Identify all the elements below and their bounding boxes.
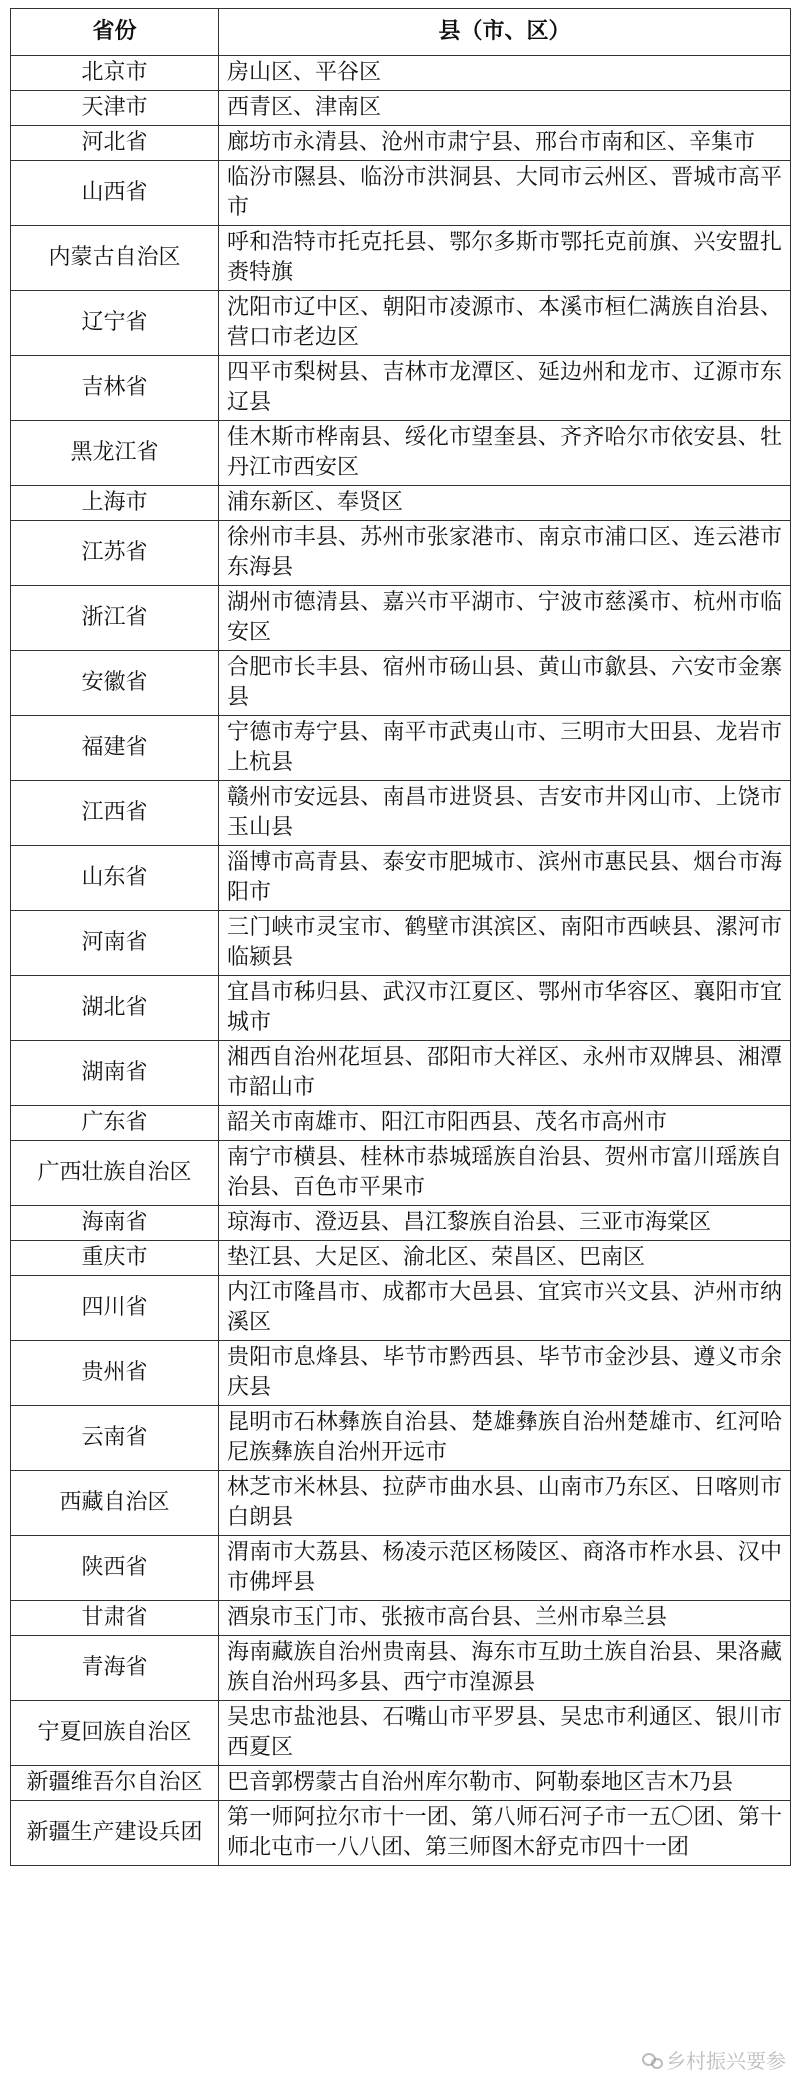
county-cell: 徐州市丰县、苏州市张家港市、南京市浦口区、连云港市东海县 bbox=[219, 521, 791, 586]
province-cell: 河北省 bbox=[11, 126, 219, 161]
table-row bbox=[11, 1701, 791, 1766]
province-cell: 上海市 bbox=[11, 486, 219, 521]
province-cell: 福建省 bbox=[11, 716, 219, 781]
wechat-icon bbox=[642, 2050, 662, 2070]
document bbox=[10, 8, 790, 1866]
table-row bbox=[11, 1106, 791, 1141]
watermark-text: 乡村振兴要参 bbox=[666, 2049, 786, 2073]
province-cell: 江苏省 bbox=[11, 521, 219, 586]
table-row bbox=[11, 1801, 791, 1866]
table-row bbox=[11, 126, 791, 161]
county-cell: 呼和浩特市托克托县、鄂尔多斯市鄂托克前旗、兴安盟扎赉特旗 bbox=[219, 226, 791, 291]
county-cell: 宁德市寿宁县、南平市武夷山市、三明市大田县、龙岩市上杭县 bbox=[219, 716, 791, 781]
county-cell: 酒泉市玉门市、张掖市高台县、兰州市皋兰县 bbox=[219, 1601, 791, 1636]
county-cell: 南宁市横县、桂林市恭城瑶族自治县、贺州市富川瑶族自治县、百色市平果市 bbox=[219, 1141, 791, 1206]
table-row bbox=[11, 1636, 791, 1701]
watermark bbox=[642, 2045, 786, 2074]
county-cell: 渭南市大荔县、杨凌示范区杨陵区、商洛市柞水县、汉中市佛坪县 bbox=[219, 1536, 791, 1601]
header-county: 县（市、区） bbox=[219, 9, 791, 56]
table-row bbox=[11, 716, 791, 781]
province-cell: 吉林省 bbox=[11, 356, 219, 421]
county-cell: 佳木斯市桦南县、绥化市望奎县、齐齐哈尔市依安县、牡丹江市西安区 bbox=[219, 421, 791, 486]
county-cell: 淄博市高青县、泰安市肥城市、滨州市惠民县、烟台市海阳市 bbox=[219, 846, 791, 911]
table-row bbox=[11, 291, 791, 356]
county-cell: 宜昌市秭归县、武汉市江夏区、鄂州市华容区、襄阳市宜城市 bbox=[219, 976, 791, 1041]
county-cell: 昆明市石林彝族自治县、楚雄彝族自治州楚雄市、红河哈尼族彝族自治州开远市 bbox=[219, 1406, 791, 1471]
county-cell: 临汾市隰县、临汾市洪洞县、大同市云州区、晋城市高平市 bbox=[219, 161, 791, 226]
province-cell: 黑龙江省 bbox=[11, 421, 219, 486]
table-row bbox=[11, 421, 791, 486]
county-list-table bbox=[10, 8, 791, 1866]
table-row bbox=[11, 1041, 791, 1106]
province-cell: 广东省 bbox=[11, 1106, 219, 1141]
province-cell: 北京市 bbox=[11, 56, 219, 91]
table-row bbox=[11, 1206, 791, 1241]
table-row bbox=[11, 781, 791, 846]
table-row bbox=[11, 1406, 791, 1471]
county-cell: 四平市梨树县、吉林市龙潭区、延边州和龙市、辽源市东辽县 bbox=[219, 356, 791, 421]
province-cell: 甘肃省 bbox=[11, 1601, 219, 1636]
table-row bbox=[11, 911, 791, 976]
province-cell: 内蒙古自治区 bbox=[11, 226, 219, 291]
province-cell: 陕西省 bbox=[11, 1536, 219, 1601]
table-row bbox=[11, 1276, 791, 1341]
table-row bbox=[11, 226, 791, 291]
county-cell: 合肥市长丰县、宿州市砀山县、黄山市歙县、六安市金寨县 bbox=[219, 651, 791, 716]
table-header-row bbox=[11, 9, 791, 56]
county-cell: 三门峡市灵宝市、鹤壁市淇滨区、南阳市西峡县、漯河市临颍县 bbox=[219, 911, 791, 976]
county-cell: 房山区、平谷区 bbox=[219, 56, 791, 91]
province-cell: 浙江省 bbox=[11, 586, 219, 651]
county-cell: 廊坊市永清县、沧州市肃宁县、邢台市南和区、辛集市 bbox=[219, 126, 791, 161]
province-cell: 河南省 bbox=[11, 911, 219, 976]
province-cell: 海南省 bbox=[11, 1206, 219, 1241]
table-row bbox=[11, 1471, 791, 1536]
county-cell: 湘西自治州花垣县、邵阳市大祥区、永州市双牌县、湘潭市韶山市 bbox=[219, 1041, 791, 1106]
province-cell: 新疆生产建设兵团 bbox=[11, 1801, 219, 1866]
table-row bbox=[11, 486, 791, 521]
table-row bbox=[11, 56, 791, 91]
table-row bbox=[11, 91, 791, 126]
county-cell: 吴忠市盐池县、石嘴山市平罗县、吴忠市利通区、银川市西夏区 bbox=[219, 1701, 791, 1766]
county-cell: 西青区、津南区 bbox=[219, 91, 791, 126]
table-row bbox=[11, 976, 791, 1041]
province-cell: 广西壮族自治区 bbox=[11, 1141, 219, 1206]
table-row bbox=[11, 651, 791, 716]
county-cell: 浦东新区、奉贤区 bbox=[219, 486, 791, 521]
table-body bbox=[11, 56, 791, 1866]
province-cell: 云南省 bbox=[11, 1406, 219, 1471]
table-row bbox=[11, 846, 791, 911]
province-cell: 天津市 bbox=[11, 91, 219, 126]
county-cell: 垫江县、大足区、渝北区、荣昌区、巴南区 bbox=[219, 1241, 791, 1276]
county-cell: 海南藏族自治州贵南县、海东市互助土族自治县、果洛藏族自治州玛多县、西宁市湟源县 bbox=[219, 1636, 791, 1701]
county-cell: 林芝市米林县、拉萨市曲水县、山南市乃东区、日喀则市白朗县 bbox=[219, 1471, 791, 1536]
province-cell: 江西省 bbox=[11, 781, 219, 846]
province-cell: 安徽省 bbox=[11, 651, 219, 716]
province-cell: 湖南省 bbox=[11, 1041, 219, 1106]
county-cell: 湖州市德清县、嘉兴市平湖市、宁波市慈溪市、杭州市临安区 bbox=[219, 586, 791, 651]
county-cell: 第一师阿拉尔市十一团、第八师石河子市一五〇团、第十师北屯市一八八团、第三师图木舒克市四十一团 bbox=[219, 1801, 791, 1866]
province-cell: 贵州省 bbox=[11, 1341, 219, 1406]
table-row bbox=[11, 1141, 791, 1206]
province-cell: 青海省 bbox=[11, 1636, 219, 1701]
county-cell: 赣州市安远县、南昌市进贤县、吉安市井冈山市、上饶市玉山县 bbox=[219, 781, 791, 846]
county-cell: 琼海市、澄迈县、昌江黎族自治县、三亚市海棠区 bbox=[219, 1206, 791, 1241]
table-row bbox=[11, 1341, 791, 1406]
province-cell: 山西省 bbox=[11, 161, 219, 226]
table-row bbox=[11, 356, 791, 421]
county-cell: 巴音郭楞蒙古自治州库尔勒市、阿勒泰地区吉木乃县 bbox=[219, 1766, 791, 1801]
county-cell: 内江市隆昌市、成都市大邑县、宜宾市兴文县、泸州市纳溪区 bbox=[219, 1276, 791, 1341]
province-cell: 山东省 bbox=[11, 846, 219, 911]
table-row bbox=[11, 586, 791, 651]
province-cell: 宁夏回族自治区 bbox=[11, 1701, 219, 1766]
county-cell: 贵阳市息烽县、毕节市黔西县、毕节市金沙县、遵义市余庆县 bbox=[219, 1341, 791, 1406]
table-row bbox=[11, 1241, 791, 1276]
table-row bbox=[11, 521, 791, 586]
province-cell: 辽宁省 bbox=[11, 291, 219, 356]
county-cell: 韶关市南雄市、阳江市阳西县、茂名市高州市 bbox=[219, 1106, 791, 1141]
province-cell: 四川省 bbox=[11, 1276, 219, 1341]
province-cell: 重庆市 bbox=[11, 1241, 219, 1276]
table-row bbox=[11, 1601, 791, 1636]
province-cell: 新疆维吾尔自治区 bbox=[11, 1766, 219, 1801]
table-row bbox=[11, 1766, 791, 1801]
province-cell: 西藏自治区 bbox=[11, 1471, 219, 1536]
header-province: 省份 bbox=[11, 9, 219, 56]
county-cell: 沈阳市辽中区、朝阳市凌源市、本溪市桓仁满族自治县、营口市老边区 bbox=[219, 291, 791, 356]
table-row bbox=[11, 161, 791, 226]
province-cell: 湖北省 bbox=[11, 976, 219, 1041]
table-row bbox=[11, 1536, 791, 1601]
